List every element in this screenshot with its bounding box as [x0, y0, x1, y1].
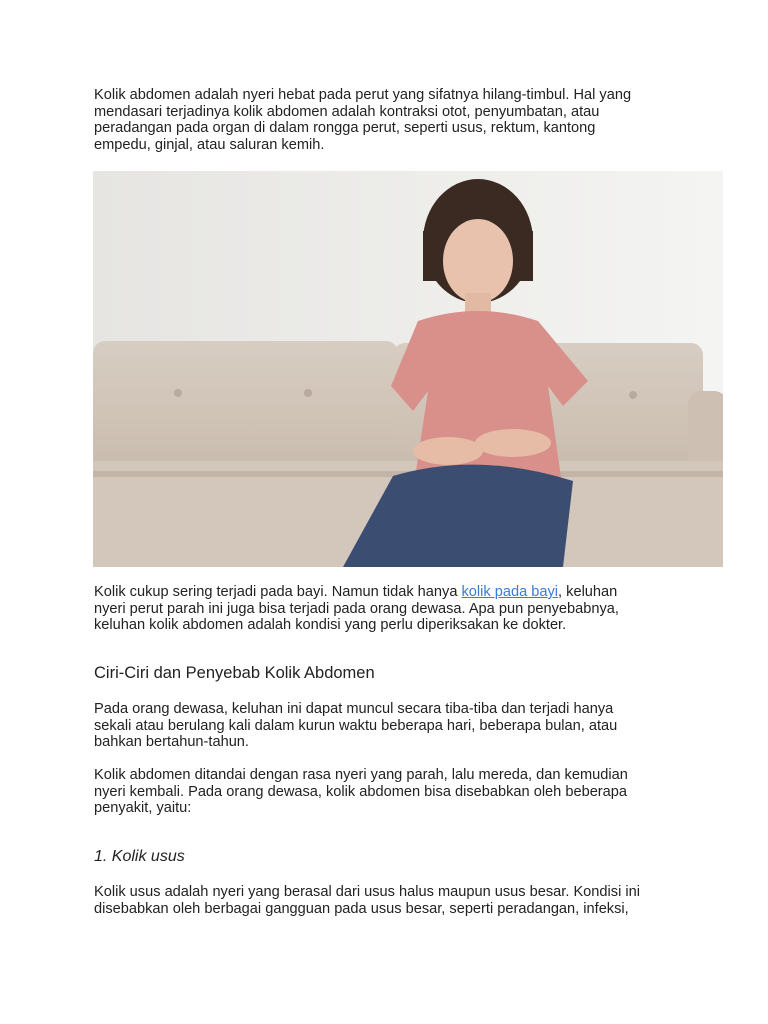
bayi-paragraph: [94, 584, 694, 634]
text-line: Kolik abdomen ditandai dengan rasa nyeri yang parah, lalu mereda, dan kemudian: [94, 767, 628, 783]
text-fragment: Kolik cukup sering terjadi pada bayi. Namun tidak hanya: [94, 584, 462, 600]
text-line: keluhan kolik abdomen adalah kondisi yang perlu diperiksakan ke dokter.: [94, 617, 567, 634]
kolik-usus-paragraph: [94, 884, 694, 917]
text-line: Kolik abdomen adalah nyeri hebat pada perut yang sifatnya hilang-timbul. Hal yang: [94, 87, 632, 103]
text-line: nyeri perut parah ini juga bisa terjadi pada orang dewasa. Apa pun penyebabnya,: [94, 600, 619, 617]
article-photo: [93, 171, 723, 567]
text-line: empedu, ginjal, atau saluran kemih.: [94, 136, 325, 153]
text-line: sekali atau berulang kali dalam kurun waktu beberapa hari, beberapa bulan, atau: [94, 717, 618, 734]
text-line: Pada orang dewasa, keluhan ini dapat muncul secara tiba-tiba dan terjadi hanya: [94, 701, 614, 717]
ciri-paragraph: [94, 767, 694, 817]
text-fragment: , keluhan: [558, 584, 618, 600]
section-heading: Ciri-Ciri dan Penyebab Kolik Abdomen: [94, 664, 375, 682]
text-line: mendasari terjadinya kolik abdomen adalah kontraksi otot, penyumbatan, atau: [94, 103, 600, 120]
text-line: disebabkan oleh berbagai gangguan pada usus besar, seperti peradangan, infeksi,: [94, 900, 629, 917]
text-line: [94, 584, 694, 601]
text-line: penyakit, yaitu:: [94, 800, 192, 817]
text-line: bahkan bertahun-tahun.: [94, 734, 249, 751]
subsection-heading: 1. Kolik usus: [94, 848, 185, 865]
text-line: peradangan pada organ di dalam rongga perut, seperti usus, rektum, kantong: [94, 120, 596, 137]
dewasa-paragraph: [94, 701, 694, 751]
kolik-pada-bayi-link[interactable]: kolik pada bayi: [461, 584, 559, 600]
text-line: Kolik usus adalah nyeri yang berasal dari usus halus maupun usus besar. Kondisi ini: [94, 884, 640, 900]
text-line: nyeri kembali. Pada orang dewasa, kolik abdomen bisa disebabkan oleh beberapa: [94, 783, 628, 800]
intro-paragraph: [94, 87, 694, 153]
